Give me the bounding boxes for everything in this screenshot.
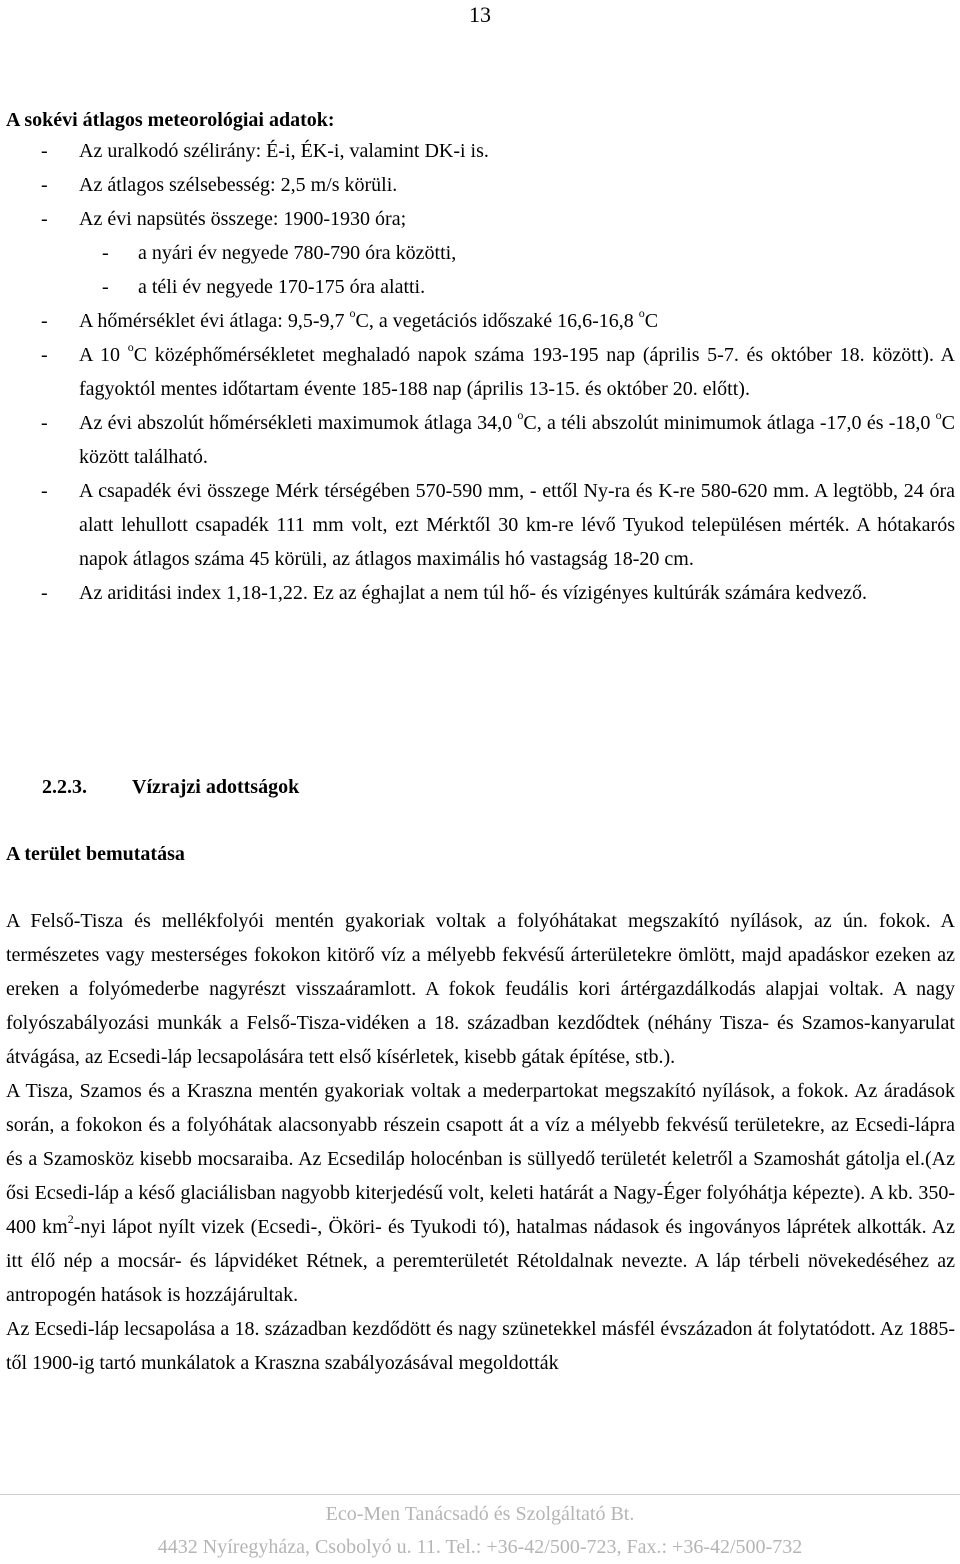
meteo-item <box>6 270 955 304</box>
meteo-item-text: Az évi napsütés összege: 1900-1930 óra; <box>79 208 407 230</box>
meteo-item <box>6 406 955 474</box>
bullet-dash: - <box>41 412 48 434</box>
meteo-section <box>6 106 955 610</box>
meteo-item-text: A hőmérséklet évi átlaga: 9,5-9,7 $^o$C, a vegetációs időszaké 16,6-16,8 $^o$C <box>79 306 659 332</box>
section-title: Vízrajzi adottságok <box>132 776 300 798</box>
meteo-item-text: A 10 $^o$C középhőmérsékletet meghaladó napok száma 193-195 nap (április 5-7. és október 18. között). A fagyoktól mentes időtartam évente 185-188 nap (április 13-15. és október 20. előtt). <box>79 340 955 400</box>
bullet-dash: - <box>102 276 109 298</box>
meteo-item <box>6 236 955 270</box>
meteo-item-text: Az uralkodó szélirány: É-i, ÉK-i, valamint DK-i is. <box>79 140 489 162</box>
meteo-item-text: A csapadék évi összege Mérk térségében 570-590 mm, - ettől Ny-ra és K-re 580-620 mm. A legtöbb, 24 óra alatt lehullott csapadék 111 mm volt, ezt Mérktől 30 km-re lévő Tyukod településen mérték. A hótakarós napok átlagos száma 45 körüli, az átlagos maximális hó vastagság 18-20 cm. <box>79 480 955 570</box>
meteo-item <box>6 304 955 338</box>
meteo-item <box>6 338 955 406</box>
footer-divider <box>0 1494 960 1495</box>
paragraph: A Felső-Tisza és mellékfolyói mentén gyakoriak voltak a folyóhátakat megszakító nyílások, az ún. fokok. A természetes vagy mesterséges fokokon kitörő víz a mélyebb fekvésű árterületekre ömlött, majd apadáskor ezeken az ereken a folyómederbe nagyrészt visszaáramlott. A fokok feudális kori ártérgazdálkodás alapjai voltak. A nagy folyószabályozási munkák a Felső-Tisza-vidéken a 18. században kezdődtek (néhány Tisza- és Szamos-kanyarulat átvágása, az Ecsedi-láp lecsapolására tett első kísérletek, kisebb gátak építése, stb.). <box>6 910 955 1068</box>
bullet-dash: - <box>41 480 48 502</box>
footer-address: 4432 Nyíregyháza, Csobolyó u. 11. Tel.: +36-42/500-723, Fax.: +36-42/500-732 <box>157 1536 803 1558</box>
bullet-dash: - <box>102 242 109 264</box>
section-number: 2.2.3. <box>42 776 87 798</box>
footer <box>0 1498 960 1564</box>
paragraph: Az Ecsedi-láp lecsapolása a 18. században kezdődött és nagy szünetekkel másfél évszázadon át folytatódott. Az 1885-től 1900-ig tartó munkálatok a Kraszna szabályozásával megoldották <box>6 1318 955 1374</box>
body-text <box>6 904 955 1380</box>
bullet-dash: - <box>41 344 48 366</box>
paragraph: A Tisza, Szamos és a Kraszna mentén gyakoriak voltak a mederpartokat megszakító nyílások, a fokok. Az áradások során, a fokokon és a folyóhátak alacsonyabb részein csapott át a víz a mélyebb fekvésű területekre, az Ecsedi-lápra és a Szamosköz kisebb mocsaraiba. Az Ecsediláp holocénban is süllyedő területét keletről a Szamoshát gátolja el.(Az ősi Ecsedi-láp a késő glaciálisban nagyobb kiterjedésű volt, keleti határát a Nagy-Éger folyóhátja képezte). A kb. 350-400 $km^2$-nyi lápot nyílt vizek (Ecsedi-, Ököri- és Tyukodi tó), hatalmas nádasok és ingoványos láprétek alkották. Az itt élő nép a mocsár- és lápvidéket Rétnek, a peremterületét Rétoldalnak nevezte. A láp térbeli növekedéséhez az antropogén hatások is hozzájárultak. <box>6 1080 956 1306</box>
meteo-title: A sokévi átlagos meteorológiai adatok: <box>6 109 335 131</box>
footer-company: Eco-Men Tanácsadó és Szolgáltató Bt. <box>325 1503 635 1525</box>
bullet-dash: - <box>41 208 48 230</box>
meteo-item <box>6 576 955 610</box>
subheading: A terület bemutatása <box>6 843 185 865</box>
meteo-item-text: Az átlagos szélsebesség: 2,5 m/s körüli. <box>79 174 398 196</box>
meteo-item <box>6 474 955 576</box>
bullet-dash: - <box>41 140 48 162</box>
bullet-dash: - <box>41 310 48 332</box>
page-number: 13 <box>469 2 491 27</box>
bullet-dash: - <box>41 582 48 604</box>
meteo-item-text: a nyári év negyede 780-790 óra közötti, <box>138 242 457 264</box>
meteo-item-text: Az évi abszolút hőmérsékleti maximumok átlaga 34,0 $^o$C, a téli abszolút minimumok átlaga -17,0 és -18,0 $^o$C között található. <box>79 408 956 468</box>
meteo-item <box>6 134 955 168</box>
meteo-item <box>6 168 955 202</box>
bullet-dash: - <box>41 174 48 196</box>
meteo-list <box>6 134 955 610</box>
meteo-item-text: Az ariditási index 1,18-1,22. Ez az éghajlat a nem túl hő- és vízigényes kultúrák számára kedvező. <box>79 582 868 604</box>
meteo-item-text: a téli év negyede 170-175 óra alatti. <box>138 276 426 298</box>
meteo-item <box>6 202 955 236</box>
